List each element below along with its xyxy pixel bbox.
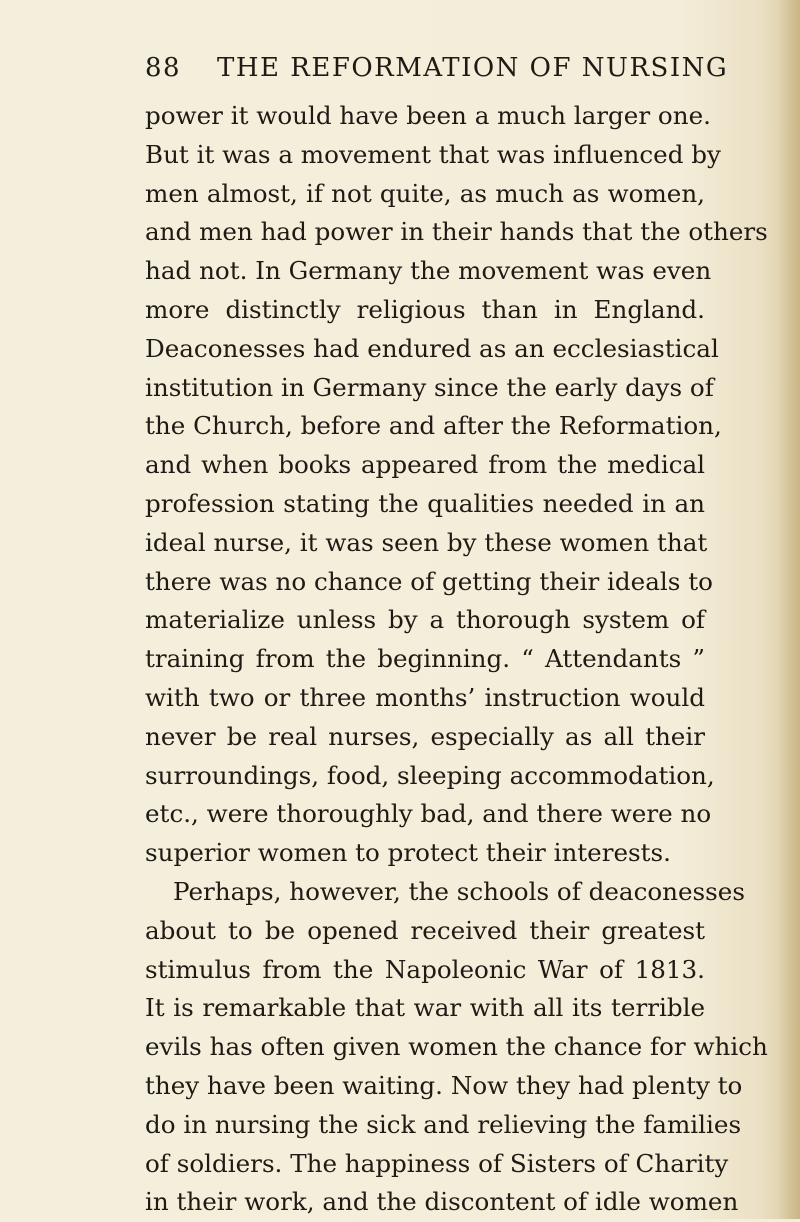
text-line: never be real nurses, especially as all their — [145, 721, 705, 751]
text-line: power it would have been a much larger one. — [145, 101, 711, 130]
text-line: there was no chance of getting their ideals to — [145, 566, 713, 596]
running-title: THE REFORMATION OF NURSING — [217, 53, 729, 83]
text-line: But it was a movement that was influenced by — [145, 139, 721, 169]
text-line: more distinctly religious than in England. — [145, 294, 705, 324]
text-line: ideal nurse, it was seen by these women that — [145, 527, 708, 557]
text-line: superior women to protect their interests. — [145, 838, 671, 868]
text-line: Deaconesses had endured as an ecclesiastical — [145, 333, 719, 363]
text-line: materialize unless by a thorough system of — [145, 605, 705, 635]
text-line: and men had power in their hands that the others — [145, 217, 768, 247]
text-line: they have been waiting. Now they had plenty to — [145, 1070, 743, 1100]
page-number: 88 — [145, 53, 182, 83]
text-line: had not. In Germany the movement was even — [145, 256, 712, 286]
text-line: and when books appeared from the medical — [145, 450, 705, 480]
text-line: of soldiers. The happiness of Sisters of Charity — [145, 1148, 729, 1178]
text-line: Perhaps, however, the schools of deaconesses — [173, 876, 745, 906]
text-line: It is remarkable that war with all its terrible — [145, 993, 705, 1023]
text-line: training from the beginning. “ Attendants ” — [145, 644, 705, 674]
running-header — [145, 48, 729, 88]
text-line: the Church, before and after the Reformation, — [145, 411, 722, 441]
text-line: men almost, if not quite, as much as women, — [145, 178, 705, 208]
text-line: in their work, and the discontent of idle women — [145, 1187, 739, 1217]
text-line: with two or three months’ instruction would — [145, 682, 705, 712]
text-line: about to be opened received their greatest — [145, 915, 705, 945]
text-line: institution in Germany since the early days of — [145, 372, 714, 402]
text-line: evils has often given women the chance for which — [145, 1032, 768, 1062]
text-line: etc., were thoroughly bad, and there were no — [145, 799, 712, 829]
body-text — [145, 97, 768, 1222]
text-line: do in nursing the sick and relieving the families — [145, 1109, 742, 1139]
text-line: profession stating the qualities needed in an — [145, 488, 705, 518]
page-edge-discoloration — [778, 0, 800, 1219]
text-line: surroundings, food, sleeping accommodation, — [145, 760, 715, 790]
text-line: stimulus from the Napoleonic War of 1813. — [145, 954, 705, 984]
